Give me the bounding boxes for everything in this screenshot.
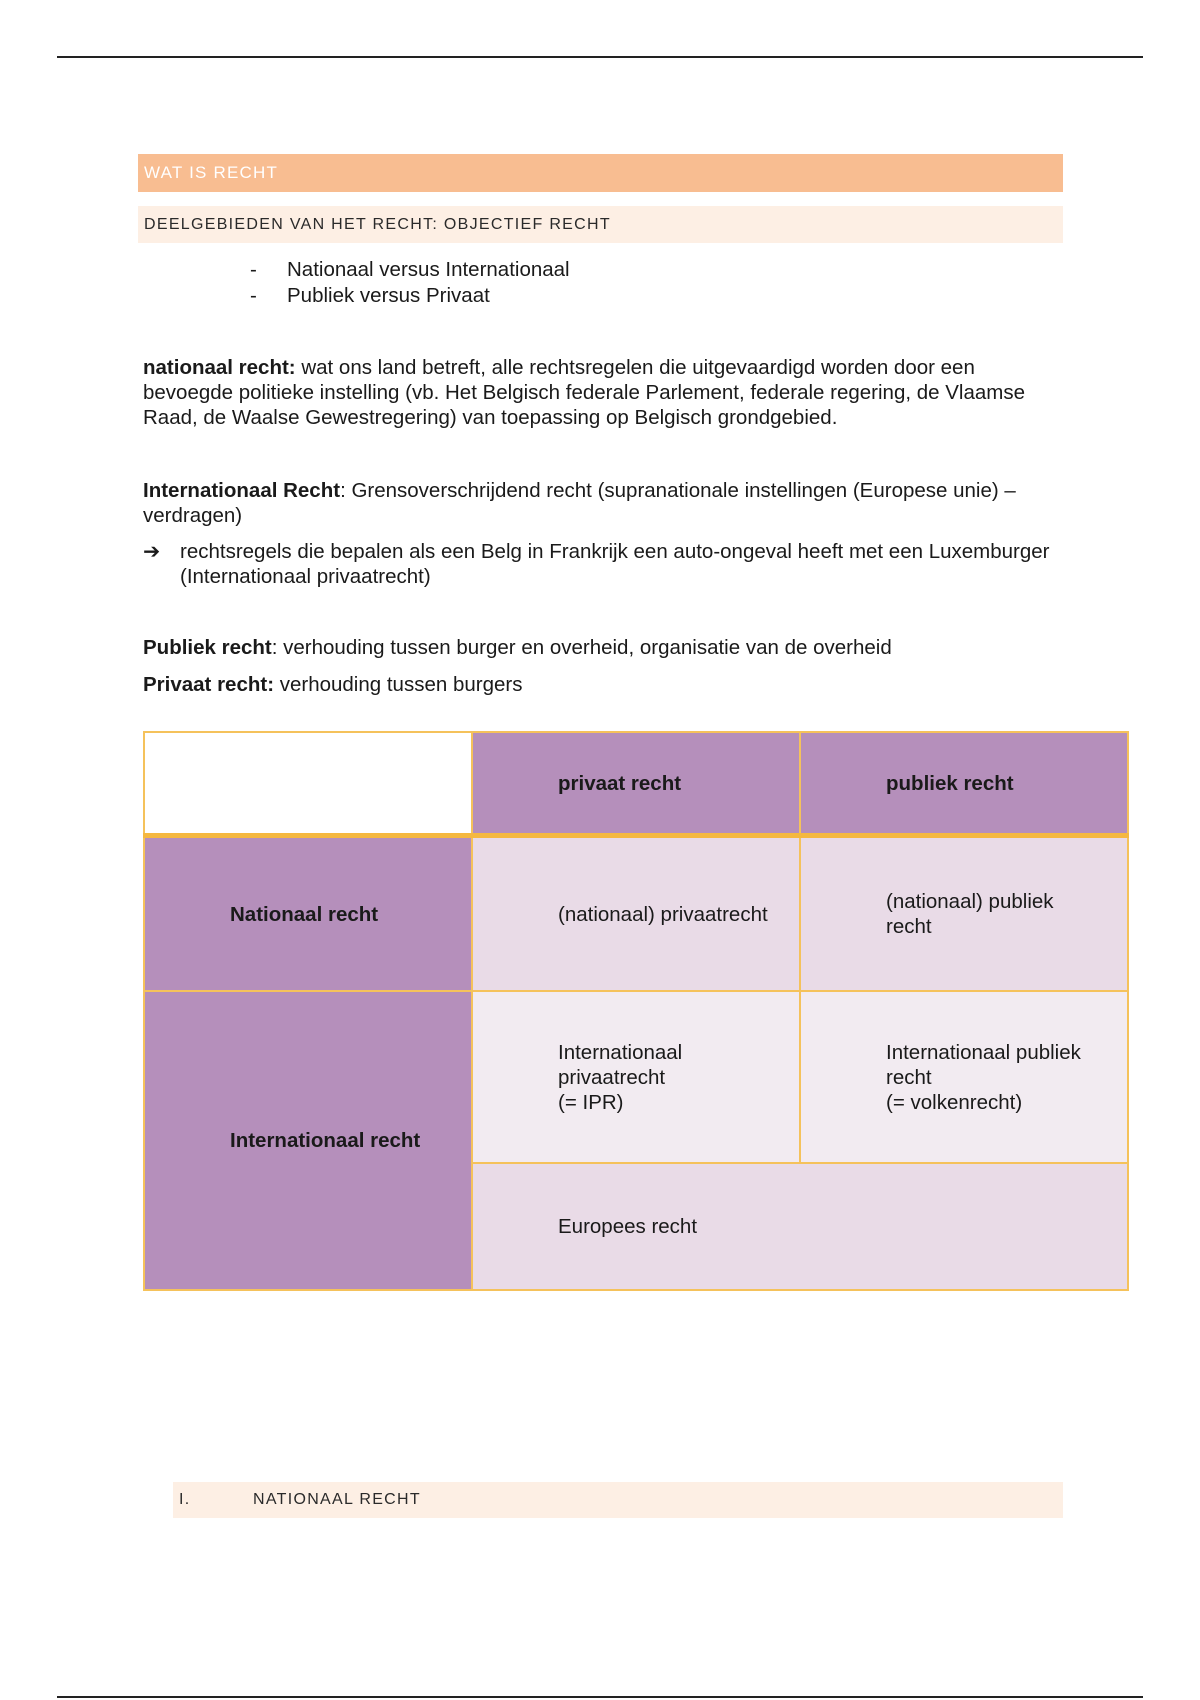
text-privaat-recht: verhouding tussen burgers [274,673,523,696]
table-header-row [144,732,1128,836]
top-rule [57,56,1143,58]
arrow-icon: ➔ [143,540,161,563]
list-item [250,283,570,309]
term-internationaal-recht: Internationaal Recht [143,479,341,502]
cell-line: (= IPR) [558,1090,624,1114]
paragraph-privaat-recht [143,672,1063,697]
row-label-nationaal: Nationaal recht [144,836,472,992]
list-item [250,257,570,283]
recht-table [143,731,1129,1291]
dash-marker: - [250,284,257,307]
table-corner-cell [144,732,472,836]
text-nationaal-recht: wat ons land betreft, alle rechtsregelen die uitgevaardigd worden door een bevoegde politieke instelling (vb. Het Belgisch federale Parlement, federale regering, de Vlaamse Raad, de Waalse Gewestregering) van toepassing op Belgisch grondgebied. [143,356,1026,429]
arrow-list-item [143,539,1063,589]
cell-line: recht [886,1065,932,1089]
table-row-nationaal [144,836,1128,992]
dash-marker: - [250,258,257,281]
cell-line: Internationaal publiek [886,1040,1081,1064]
cell-line: privaatrecht [558,1065,666,1089]
heading-number: I. [179,1491,191,1508]
cell-internationaal-privaat [472,991,800,1163]
cell-internationaal-publiek [800,991,1128,1163]
arrow-item-text: rechtsregels die bepalen als een Belg in Frankrijk een auto-ongeval heeft met een Luxemburger (Internationaal privaatrecht) [180,540,1050,588]
paragraph-internationaal-recht [143,478,1063,528]
header-publiek-recht: publiek recht [800,732,1128,836]
bottom-rule [57,1696,1143,1698]
paragraph-publiek-recht [143,635,1063,660]
term-publiek-recht: Publiek recht [143,636,272,659]
heading-deelgebieden: DEELGEBIEDEN VAN HET RECHT: OBJECTIEF RECHT [138,206,1063,243]
cell-nationaal-privaat: (nationaal) privaatrecht [472,836,800,992]
list-item-text: Nationaal versus Internationaal [287,258,570,281]
dash-list [250,257,570,309]
heading-nationaal-recht [173,1482,1063,1518]
text-publiek-recht: : verhouding tussen burger en overheid, organisatie van de overheid [271,636,892,659]
list-item-text: Publiek versus Privaat [287,284,490,307]
row-label-internationaal: Internationaal recht [144,991,472,1290]
table-row-internationaal [144,991,1128,1163]
paragraph-nationaal-recht [143,355,1063,430]
heading-title: NATIONAAL RECHT [253,1491,421,1508]
text-internationaal-recht: : Grensoverschrijdend recht (supranationale instellingen (Europese unie) – verdragen) [143,479,1016,527]
cell-line: (= volkenrecht) [886,1090,1023,1114]
header-privaat-recht: privaat recht [472,732,800,836]
term-nationaal-recht: nationaal recht: [143,356,296,379]
cell-nationaal-publiek: (nationaal) publiek recht [800,836,1128,992]
cell-europees-recht: Europees recht [472,1163,1128,1290]
heading-wat-is-recht: WAT IS RECHT [138,154,1063,192]
term-privaat-recht: Privaat recht: [143,673,275,696]
cell-line: Internationaal [558,1040,683,1064]
